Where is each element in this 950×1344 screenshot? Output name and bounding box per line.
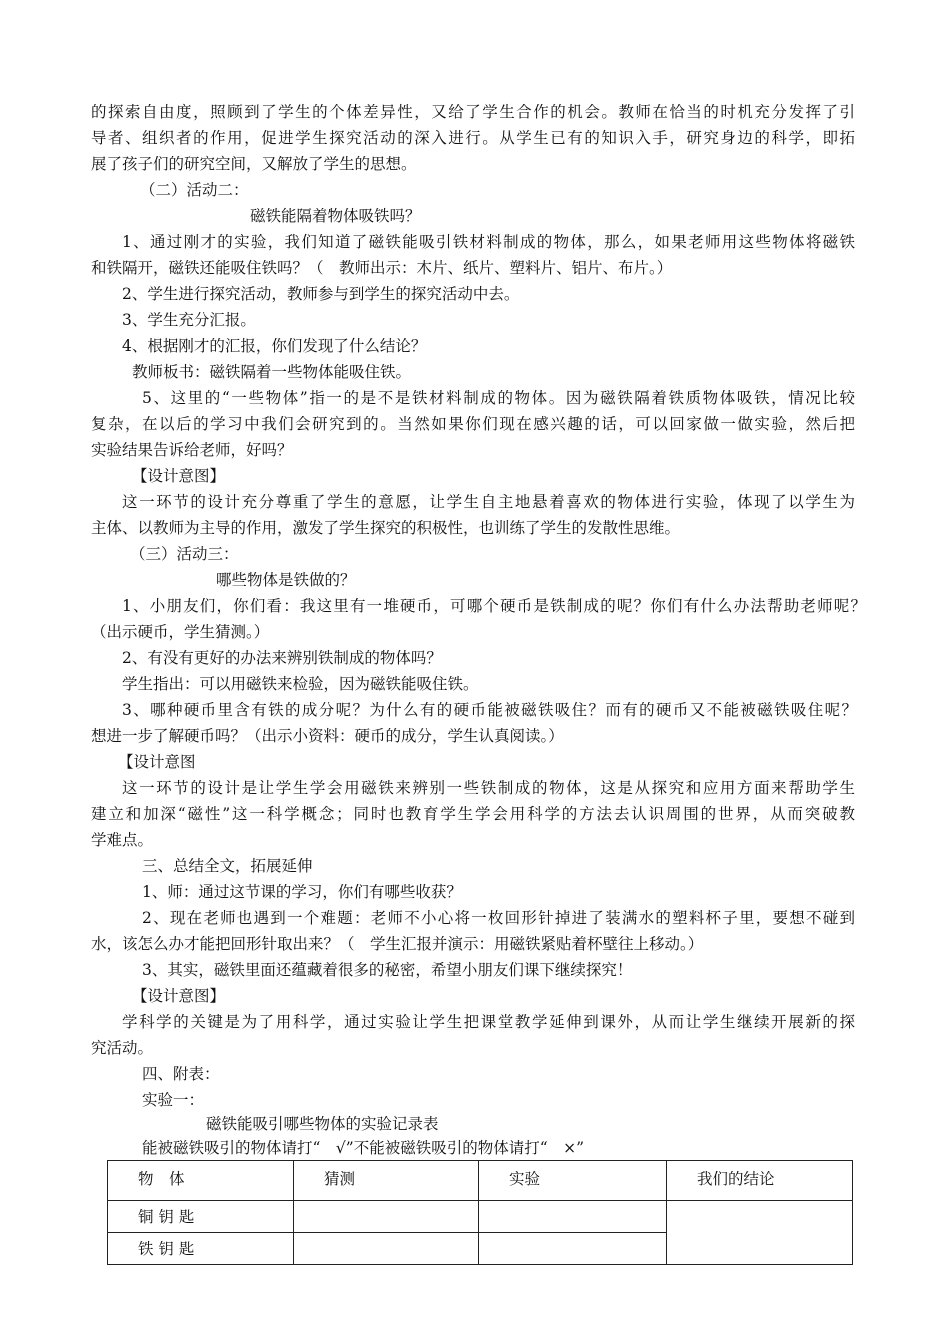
conclusion-cell xyxy=(667,1201,853,1265)
paragraph-line: 这一环节的设计充分尊重了学生的意愿，让学生自主地悬着喜欢的物体进行实验，体现了以学生为 xyxy=(122,493,855,511)
paragraph-line: 水，该怎么办才能把回形针取出来？（ 学生汇报并演示：用磁铁紧贴着杯壁往上移动。） xyxy=(91,935,704,953)
paragraph-line: 建立和加深“磁性”这一科学概念；同时也教育学生学会用科学的方法去认识周围的世界，从而突破教 xyxy=(91,805,855,823)
paragraph-line: 想进一步了解硬币吗？（出示小资料：硬币的成分，学生认真阅读。） xyxy=(91,727,564,745)
design-intent-heading: 【设计意图】 xyxy=(132,987,226,1005)
record-table xyxy=(107,1160,853,1265)
table-header-row xyxy=(108,1161,853,1201)
paragraph-line: 2、有没有更好的办法来辨别铁制成的物体吗？ xyxy=(122,649,442,667)
paragraph-line: 学难点。 xyxy=(91,831,154,849)
guess-cell xyxy=(294,1233,479,1265)
design-intent-heading: 【设计意图 xyxy=(118,753,196,771)
header-object: 物 体 xyxy=(108,1161,294,1201)
section-heading: 四、附表： xyxy=(142,1065,220,1083)
paragraph-line: 究活动。 xyxy=(91,1039,154,1057)
paragraph-line: 3、哪种硬币里含有铁的成分呢？为什么有的硬币能被磁铁吸住？而有的硬币又不能被磁铁吸住呢？ xyxy=(122,701,857,719)
design-intent-heading: 【设计意图】 xyxy=(132,467,226,485)
paragraph-line: 学科学的关键是为了用科学，通过实验让学生把课堂教学延伸到课外，从而让学生继续开展新的探 xyxy=(122,1013,855,1031)
paragraph-line: 5、这里的“一些物体”指一的是不是铁材料制成的物体。因为磁铁隔着铁质物体吸铁，情况比较 xyxy=(142,389,855,407)
row-object-cell: 铜 钥 匙 xyxy=(108,1201,294,1233)
paragraph-line: 3、学生充分汇报。 xyxy=(122,311,256,329)
paragraph-line: 1、通过刚才的实验，我们知道了磁铁能吸引铁材料制成的物体，那么，如果老师用这些物体将磁铁 xyxy=(122,233,855,251)
paragraph-line: 1、小朋友们，你们看：我这里有一堆硬币，可哪个硬币是铁制成的呢？你们有什么办法帮助老师呢？ xyxy=(122,597,866,615)
header-guess: 猜测 xyxy=(294,1161,479,1201)
row-object-cell: 铁 钥 匙 xyxy=(108,1233,294,1265)
experiment-cell xyxy=(479,1201,667,1233)
paragraph-line: 1、师：通过这节课的学习，你们有哪些收获？ xyxy=(142,883,462,901)
table-instruction: 能被磁铁吸引的物体请打“ √”不能被磁铁吸引的物体请打“ ×” xyxy=(142,1139,585,1157)
table-row xyxy=(108,1201,853,1233)
experiment-label: 实验一： xyxy=(142,1091,205,1109)
section-heading: （二）活动二： xyxy=(140,181,249,199)
paragraph-line: （出示硬币，学生猜测。） xyxy=(91,623,270,641)
guess-cell xyxy=(294,1201,479,1233)
paragraph-line: 实验结果告诉给老师，好吗？ xyxy=(91,441,293,459)
paragraph-line: 的探索自由度，照顾到了学生的个体差异性，又给了学生合作的机会。教师在恰当的时机充分发挥了引 xyxy=(91,103,855,121)
header-conclusion: 我们的结论 xyxy=(667,1161,853,1201)
paragraph-line: 2、现在老师也遇到一个难题：老师不小心将一枚回形针掉进了装满水的塑料杯子里，要想不碰到 xyxy=(142,909,855,927)
paragraph-line: 导者、组织者的作用，促进学生探究活动的深入进行。从学生已有的知识入手，研究身边的科学，即拓 xyxy=(91,129,855,147)
paragraph-line: 4、根据刚才的汇报，你们发现了什么结论？ xyxy=(122,337,427,355)
section-heading: 三、总结全文，拓展延伸 xyxy=(142,857,313,875)
blackboard-note: 教师板书：磁铁隔着一些物体能吸住铁。 xyxy=(132,363,412,381)
table-title: 磁铁能吸引哪些物体的实验记录表 xyxy=(206,1115,439,1133)
paragraph-line: 和铁隔开，磁铁还能吸住铁吗？（ 教师出示：木片、纸片、塑料片、铝片、布片。） xyxy=(91,259,673,277)
header-experiment: 实验 xyxy=(479,1161,667,1201)
experiment-cell xyxy=(479,1233,667,1265)
paragraph-line: 3、其实，磁铁里面还蕴藏着很多的秘密，希望小朋友们课下继续探究！ xyxy=(142,961,633,979)
section-heading: （三）活动三： xyxy=(130,545,239,563)
paragraph-line: 主体、以教师为主导的作用，激发了学生探究的积极性，也训练了学生的发散性思维。 xyxy=(91,519,681,537)
activity-title: 磁铁能隔着物体吸铁吗？ xyxy=(250,207,421,225)
paragraph-line: 2、学生进行探究活动，教师参与到学生的探究活动中去。 xyxy=(122,285,520,303)
activity-title: 哪些物体是铁做的？ xyxy=(216,571,356,589)
paragraph-line: 复杂，在以后的学习中我们会研究到的。当然如果你们现在感兴趣的话，可以回家做一做实验，然后把 xyxy=(91,415,855,433)
paragraph-line: 展了孩子们的研究空间，又解放了学生的思想。 xyxy=(91,155,417,173)
paragraph-line: 学生指出：可以用磁铁来检验，因为磁铁能吸住铁。 xyxy=(122,675,479,693)
paragraph-line: 这一环节的设计是让学生学会用磁铁来辨别一些铁制成的物体，这是从探究和应用方面来帮助学生 xyxy=(122,779,855,797)
